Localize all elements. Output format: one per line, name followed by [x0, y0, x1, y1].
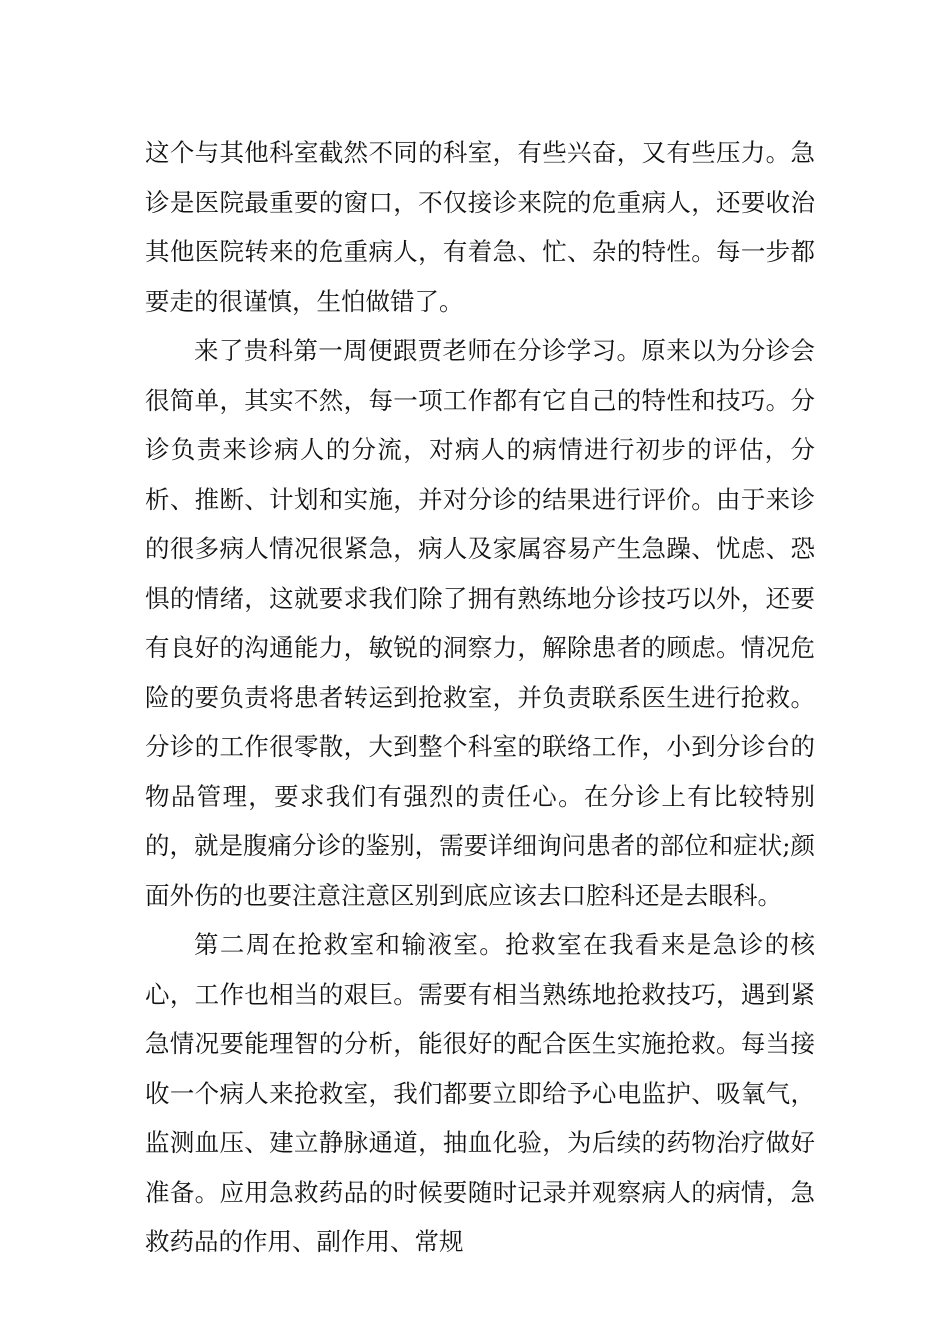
paragraph-3: 第二周在抢救室和输液室。抢救室在我看来是急诊的核心，工作也相当的艰巨。需要有相当熟练地抢救技巧，遇到紧急情况要能理智的分析，能很好的配合医生实施抢救。每当接收一个病人来抢救室，我们都要立即给予心电监护、吸氧气，监测血压、建立静脉通道，抽血化验，为后续的药物治疗做好准备。应用急救药品的时候要随时记录并观察病人的病情，急救药品的作用、副作用、常规: [145, 930, 815, 1256]
paragraph-1: 这个与其他科室截然不同的科室，有些兴奋，又有些压力。急诊是医院最重要的窗口，不仅接诊来院的危重病人，还要收治其他医院转来的危重病人，有着急、忙、杂的特性。每一步都要走的很谨慎，生怕做错了。: [145, 138, 815, 316]
paragraph-2: 来了贵科第一周便跟贾老师在分诊学习。原来以为分诊会很简单，其实不然，每一项工作都有它自己的特性和技巧。分诊负责来诊病人的分流，对病人的病情进行初步的评估，分析、推断、计划和实施，并对分诊的结果进行评价。由于来诊的很多病人情况很紧急，病人及家属容易产生急躁、忧虑、恐惧的情绪，这就要求我们除了拥有熟练地分诊技巧以外，还要有良好的沟通能力，敏锐的洞察力，解除患者的顾虑。情况危险的要负责将患者转运到抢救室，并负责联系医生进行抢救。分诊的工作很零散，大到整个科室的联络工作，小到分诊台的物品管理，要求我们有强烈的责任心。在分诊上有比较特别的，就是腹痛分诊的鉴别，需要详细询问患者的部位和症状;颜面外伤的也要注意注意区别到底应该去口腔科还是去眼科。: [145, 336, 815, 910]
document-body: [145, 128, 815, 1267]
